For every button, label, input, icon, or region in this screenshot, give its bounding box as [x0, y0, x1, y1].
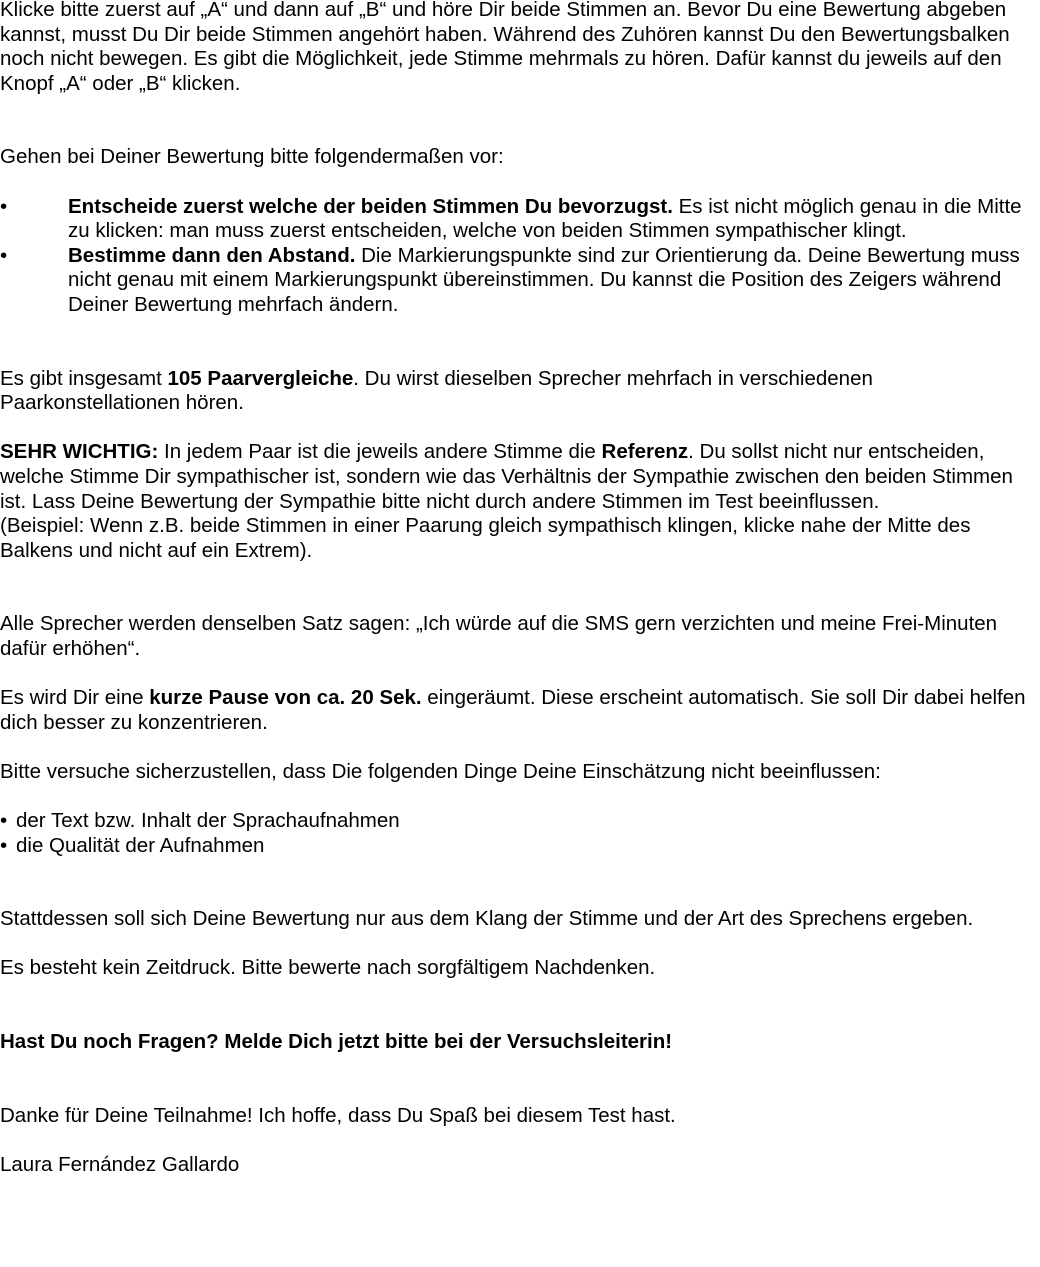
signature: Laura Fernández Gallardo [0, 1152, 240, 1176]
pause-paragraph: Es wird Dir eine kurze Pause von ca. 20 Sek. eingeräumt. Diese erscheint automatisch. Sie soll Dir dabei helfen dich besser zu konzentrieren. [0, 686, 1026, 734]
step-item-1 [0, 195, 1040, 244]
step-2-text: Die Markierungspunkte sind zur Orientierung da. Deine Bewertung muss nicht genau mit einem Markierungspunkt übereinstimmen. Du kannst die Position des Zeigers während Deiner Bewertung mehrfach ändern. [68, 243, 1020, 316]
pause-duration: kurze Pause von ca. 20 Sek. [149, 686, 422, 710]
ensure-heading: Bitte versuche sicherzustellen, dass Die folgenden Dinge Deine Einschätzung nicht beeinflussen: [0, 759, 881, 783]
intro-paragraph: Klicke bitte zuerst auf „A“ und dann auf „B“ und höre Dir beide Stimmen an. Bevor Du eine Bewertung abgeben kannst, musst Du Dir beide Stimmen angehört haben. Während des Zuhören kannst Du den Bewertungsbalken noch nicht bewegen. Es gibt die Möglichkeit, jede Stimme mehrmals zu hören. Dafür kannst du jeweils auf den Knopf „A“ oder „B“ klicken. [0, 0, 1010, 95]
thanks-line: Danke für Deine Teilnahme! Ich hoffe, dass Du Spaß bei diesem Test hast. [0, 1103, 676, 1127]
instead-paragraph: Stattdessen soll sich Deine Bewertung nur aus dem Klang der Stimme und der Art des Sprechens ergeben. [0, 907, 974, 931]
list-item: • der Text bzw. Inhalt der Sprachaufnahmen [0, 809, 400, 833]
step-2-bold: Bestimme dann den Abstand. [68, 243, 356, 267]
questions-line: Hast Du noch Fragen? Melde Dich jetzt bitte bei der Versuchsleiterin! [0, 1030, 673, 1053]
pairs-count: 105 Paarvergleiche [167, 366, 354, 390]
bullet-icon: • [0, 833, 8, 857]
procedure-heading: Gehen bei Deiner Bewertung bitte folgendermaßen vor: [0, 145, 504, 169]
step-item-2 [0, 244, 1040, 318]
sentence-info: Alle Sprecher werden denselben Satz sagen: „Ich würde auf die SMS gern verzichten und meine Frei-Minuten dafür erhöhen“. [0, 612, 998, 660]
important-paragraph: SEHR WICHTIG: In jedem Paar ist die jeweils andere Stimme die Referenz. Du sollst nicht nur entscheiden, welche Stimme Dir sympathischer ist, sondern wie das Verhältnis der Sympathie zwischen den beiden Stimmen ist. Lass Deine Bewertung der Sympathie bitte nicht durch andere Stimmen im Test beeinflussen. [0, 440, 1013, 513]
bullet-icon: • [0, 194, 8, 218]
reference-term: Referenz [601, 440, 689, 464]
list-item: • die Qualität der Aufnahmen [0, 833, 265, 857]
bullet-icon: • [0, 809, 8, 833]
step-1-bold: Entscheide zuerst welche der beiden Stimmen Du bevorzugst. [68, 194, 673, 218]
bullet-icon: • [0, 243, 8, 267]
no-time-paragraph: Es besteht kein Zeitdruck. Bitte bewerte nach sorgfältigem Nachdenken. [0, 956, 656, 980]
example-paragraph: (Beispiel: Wenn z.B. beide Stimmen in einer Paarung gleich sympathisch klingen, klicke nahe der Mitte des Balkens und nicht auf ein Extrem). [0, 514, 971, 562]
step-1-text: Es ist nicht möglich genau in die Mitte zu klicken: man muss zuerst entscheiden, welche von beiden Stimmen sympathischer klingt. [68, 194, 1022, 243]
important-label: SEHR WICHTIG: [0, 440, 159, 464]
pairs-paragraph: Es gibt insgesamt 105 Paarvergleiche. Du wirst dieselben Sprecher mehrfach in verschiedenen Paarkonstellationen hören. [0, 366, 873, 415]
